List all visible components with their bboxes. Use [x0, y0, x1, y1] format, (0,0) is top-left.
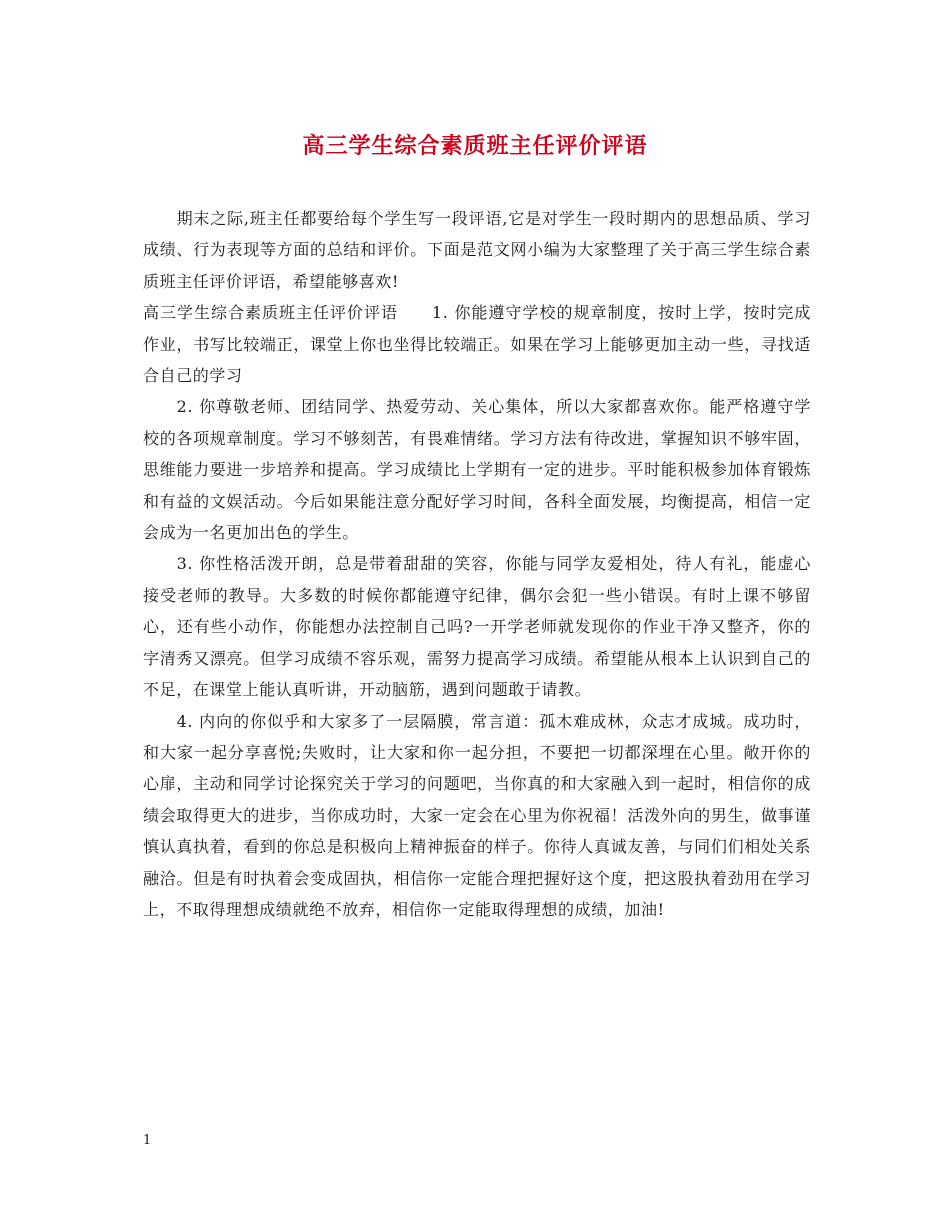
document-body — [143, 203, 811, 925]
comment-paragraph-4: 4. 内向的你似乎和大家多了一层隔膜，常言道：孤木难成林，众志才成城。成功时，和大家一起分享喜悦;失败时，让大家和你一起分担，不要把一切都深埋在心里。敞开你的心扉，主动和同学讨论探究关于学习的问题吧，当你真的和大家融入到一起时，相信你的成绩会取得更大的进步，当你成功时，大家一定会在心里为你祝福！活泼外向的男生，做事谨慎认真执着，看到的你总是积极向上精神振奋的样子。你待人真诚友善，与同们们相处关系融洽。但是有时执着会变成固执，相信你一定能合理把握好这个度，把这股执着劲用在学习上，不取得理想成绩就绝不放弃，相信你一定能取得理想的成绩，加油! — [143, 711, 811, 919]
page-number: 1 — [143, 1133, 152, 1148]
comment-paragraph-3: 3. 你性格活泼开朗，总是带着甜甜的笑容，你能与同学友爱相处，待人有礼，能虚心接受老师的教导。大多数的时候你都能遵守纪律，偶尔会犯一些小错误。有时上课不够留心，还有些小动作，你能想办法控制自己吗?一开学老师就发现你的作业干净又整齐，你的字清秀又漂亮。但学习成绩不容乐观，需努力提高学习成绩。希望能从根本上认识到自己的不足，在课堂上能认真听讲，开动脑筋，遇到问题敢于请教。 — [143, 554, 811, 700]
intro-paragraph: 期末之际,班主任都要给每个学生写一段评语,它是对学生一段时期内的思想品质、学习成绩、行为表现等方面的总结和评价。下面是范文网小编为大家整理了关于高三学生综合素质班主任评价评语，希望能够喜欢! — [143, 209, 811, 291]
comment-paragraph-1: 高三学生综合素质班主任评价评语 1. 你能遵守学校的规章制度，按时上学，按时完成作业，书写比较端正，课堂上你也坐得比较端正。如果在学习上能够更加主动一些，寻找适合自己的学习 — [143, 303, 811, 386]
document-title: 高三学生综合素质班主任评价评语 — [302, 133, 648, 159]
comment-paragraph-2: 2. 你尊敬老师、团结同学、热爱劳动、关心集体，所以大家都喜欢你。能严格遵守学校的各项规章制度。学习不够刻苦，有畏难情绪。学习方法有待改进，掌握知识不够牢固，思维能力要进一步培养和提高。学习成绩比上学期有一定的进步。平时能积极参加体育锻炼和有益的文娱活动。今后如果能注意分配好学习时间，各科全面发展，均衡提高，相信一定会成为一名更加出色的学生。 — [143, 397, 811, 543]
